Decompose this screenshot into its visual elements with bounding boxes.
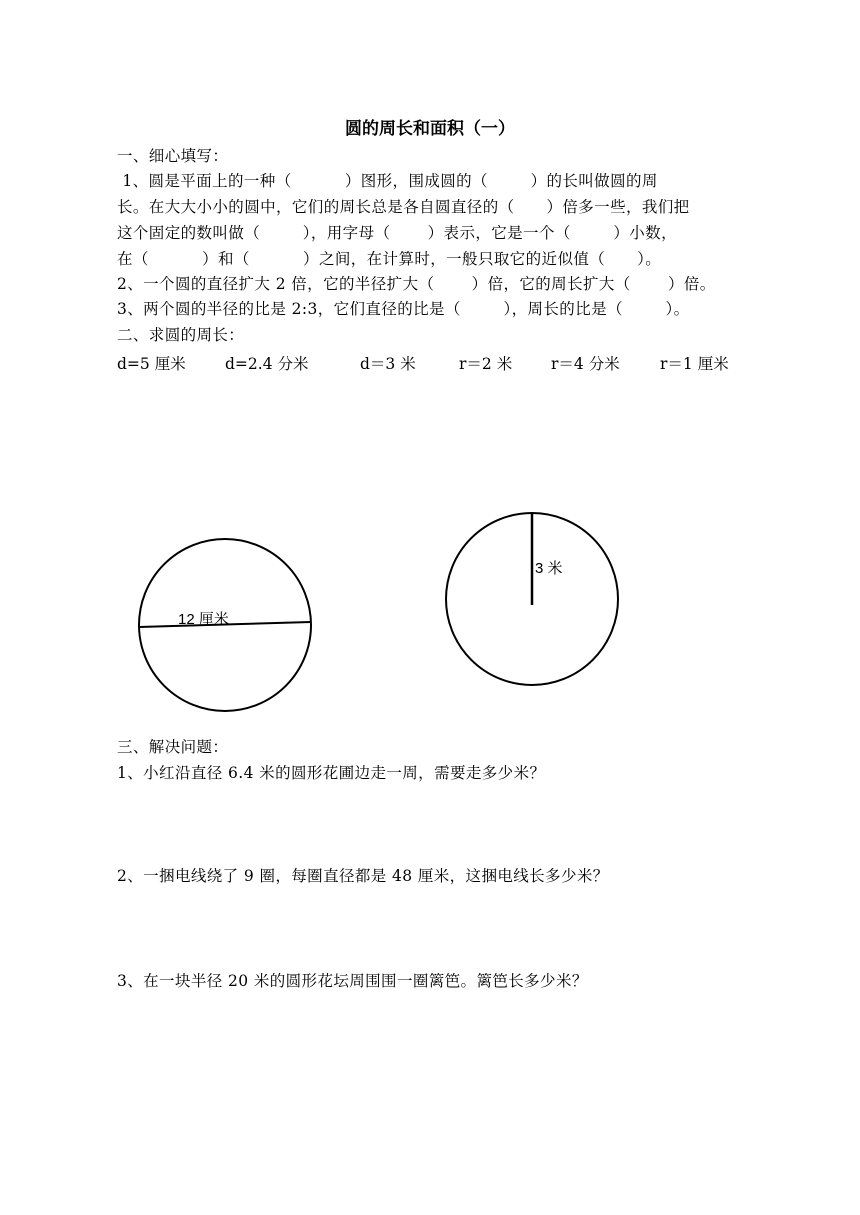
section1-heading: 一、细心填写： bbox=[117, 147, 229, 165]
fill-line-4: 在（ ）和（ ）之间，在计算时，一般只取它的近似值（ ）。 bbox=[117, 250, 662, 268]
fill-line-3: 这个固定的数叫做（ ），用字母（ ）表示，它是一个（ ）小数， bbox=[117, 224, 677, 242]
fill-line-5: 2、一个圆的直径扩大 2 倍，它的半径扩大（ ）倍，它的周长扩大（ ）倍。 bbox=[117, 275, 716, 293]
circ-item-2: d=2.4 分米 bbox=[225, 355, 309, 373]
circ-item-3: d＝3 米 bbox=[360, 355, 416, 373]
diameter-label: 12 厘米 bbox=[178, 611, 229, 628]
circ-item-5: r＝4 分米 bbox=[551, 355, 620, 373]
section3-heading: 三、解决问题： bbox=[117, 738, 229, 756]
circ-item-1: d=5 厘米 bbox=[117, 355, 186, 373]
problem-2: 2、一捆电线绕了 9 圈，每圈直径都是 48 厘米，这捆电线长多少米？ bbox=[117, 867, 609, 885]
problem-1: 1、小红沿直径 6.4 米的圆形花圃边走一周，需要走多少米？ bbox=[117, 764, 546, 782]
diameter-circle-figure bbox=[139, 539, 311, 711]
section2-heading: 二、求圆的周长： bbox=[117, 326, 245, 344]
problem-3: 3、在一块半径 20 米的圆形花坛周围围一圈篱笆。篱笆长多少米？ bbox=[117, 972, 588, 990]
fill-line-2: 长。在大大小小的圆中，它们的周长总是各自圆直径的（ ）倍多一些，我们把 bbox=[117, 198, 690, 216]
circ-item-6: r＝1 厘米 bbox=[660, 355, 729, 373]
fill-line-1: 1、圆是平面上的一种（ ）图形，围成圆的（ ）的长叫做圆的周 bbox=[117, 172, 658, 190]
circ-item-4: r＝2 米 bbox=[459, 355, 513, 373]
worksheet-title: 圆的周长和面积（一） bbox=[345, 119, 515, 139]
fill-line-6: 3、两个圆的半径的比是 2:3，它们直径的比是（ ），周长的比是（ ）。 bbox=[117, 300, 690, 318]
radius-circle-figure bbox=[446, 513, 618, 685]
radius-label: 3 米 bbox=[535, 560, 563, 577]
